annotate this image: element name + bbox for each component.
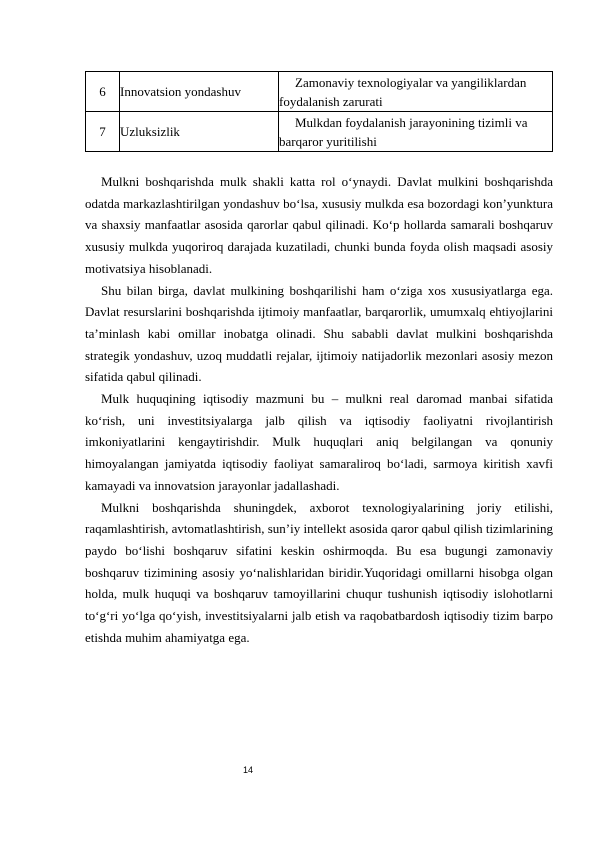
principle-description: Mulkdan foydalanish jarayonining tizimli va barqaror yuritilishi — [279, 114, 528, 149]
page-number: 14 — [243, 765, 254, 775]
paragraph: Shu bilan birga, davlat mulkining boshqarilishi ham o‘ziga xos xususiyatlarga ega. Davlat resurslarini boshqarishda ijtimoiy manfaatlar, barqarorlik, umumxalq ehtiyojlarini ta’minlash kabi omillar inobatga olinadi. Shu sababli davlat mulkini boshqarishda strategik yondashuv, uzoq muddatli rejalar, ijtimoiy natijadorlik mezonlari asosiy mezon sifatida qabul qilinadi. — [85, 282, 553, 385]
principle-description: Zamonaviy texnologiyalar va yangiliklardan foydalanish zarurati — [279, 74, 527, 109]
row-number: 6 — [86, 72, 120, 112]
row-number: 7 — [86, 112, 120, 152]
paragraph: Mulk huquqining iqtisodiy mazmuni bu – mulkni real daromad manbai sifatida ko‘rish, uni investitsiyalarga jalb qilish va iqtisodiy faoliyatni rivojlantirish imkoniyatlarini kengaytirishdir. Mulk huquqlari aniq belgilangan va qonuniy himoyalangan jamiyatda iqtisodiy faoliyat samaraliroq bo‘ladi, sarmoya kiritish xavfi kamayadi va innovatsion jarayonlar jadallashadi. — [85, 391, 553, 493]
principle-name: Innovatsion yondashuv — [120, 72, 279, 112]
principle-description-cell — [279, 112, 553, 152]
principle-name: Uzluksizlik — [120, 112, 279, 152]
table-row — [86, 112, 553, 152]
principle-description-cell — [279, 72, 553, 112]
body-text — [85, 171, 553, 648]
paragraph: Mulkni boshqarishda mulk shakli katta rol o‘ynaydi. Davlat mulkini boshqarishda odatda markazlashtirilgan yondashuv bo‘lsa, xususiy mulkda esa bozordagi kon’yunktura va shaxsiy manfaatlar asosida qarorlar qabul qilinadi. Ko‘p hollarda samarali boshqaruv xususiy mulkda yuqoriroq darajada kuzatiladi, chunki bunda foyda olish maqsadi asosiy motivatsiya hisoblanadi. — [85, 174, 553, 276]
paragraph: Mulkni boshqarishda shuningdek, axborot texnologiyalarining joriy etilishi, raqamlashtirish, avtomatlashtirish, sun’iy intellekt asosida qaror qabul qilish tizimlarining paydo bo‘lishi boshqaruv sifatini keskin oshirmoqda. Bu esa bugungi zamonaviy boshqaruv tizimining asosiy yo‘nalishlaridan biridir.Yuqoridagi omillarni hisobga olgan holda, mulk huquqi va boshqaruv tamoyillarini chuqur tushunish iqtisodiy islohotlarni to‘g‘ri yo‘lga qo‘yish, investitsiyalarni jalb etish va raqobatbardosh iqtisodiy tizim barpo etishda muhim ahamiyatga ega. — [85, 499, 553, 645]
table-row — [86, 72, 553, 112]
principles-table — [85, 71, 553, 152]
